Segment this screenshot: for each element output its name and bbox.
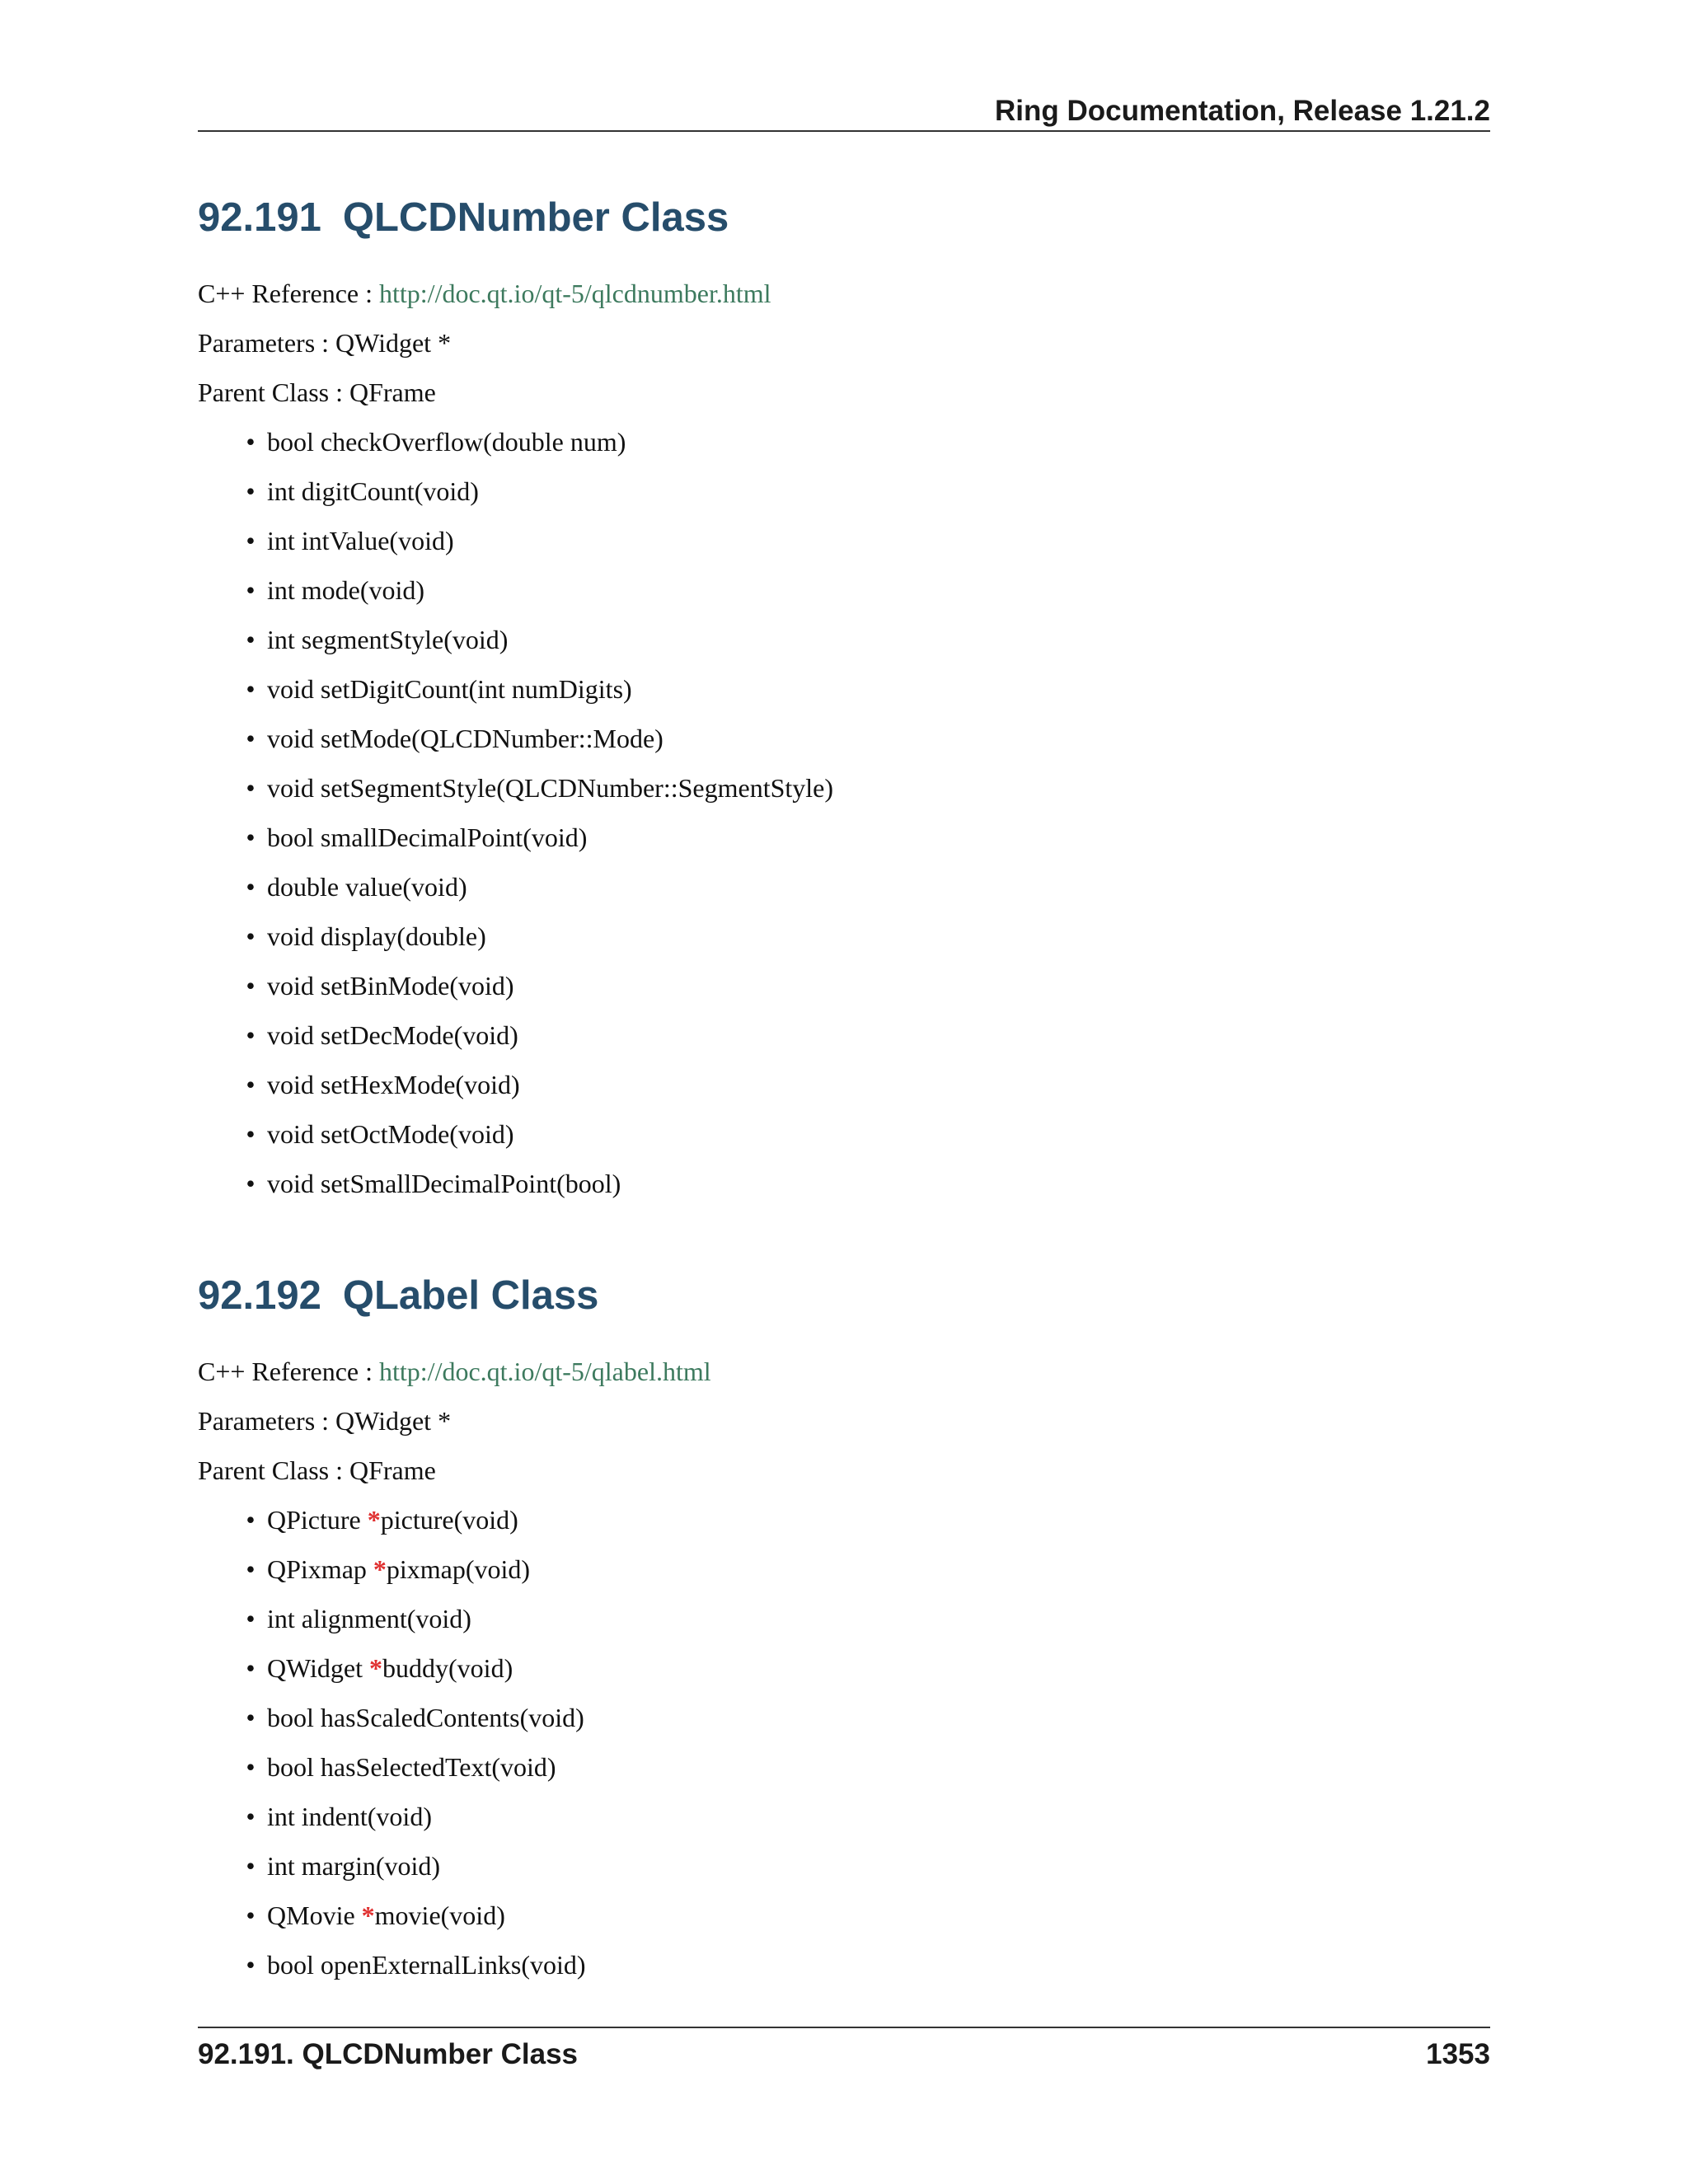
section-title: QLCDNumber Class xyxy=(342,195,729,240)
section-title: QLabel Class xyxy=(342,1273,599,1318)
method-name: buddy(void) xyxy=(382,1653,513,1683)
method-name: picture(void) xyxy=(380,1505,518,1535)
method-signature: bool openExternalLinks(void) xyxy=(267,1950,586,1980)
method-signature: void setSmallDecimalPoint(bool) xyxy=(267,1169,621,1198)
section-heading xyxy=(198,1263,1490,1329)
reference-label: C++ Reference : xyxy=(198,279,373,308)
method-signature: void setMode(QLCDNumber::Mode) xyxy=(267,724,663,753)
method-item xyxy=(246,1544,1490,1594)
bullet: • xyxy=(246,1950,256,1980)
method-item xyxy=(246,912,1490,961)
method-signature: void setHexMode(void) xyxy=(267,1070,520,1099)
method-item xyxy=(246,714,1490,763)
method-signature: bool hasScaledContents(void) xyxy=(267,1703,584,1732)
method-item xyxy=(246,1109,1490,1159)
method-list xyxy=(198,417,1490,1208)
bullet: • xyxy=(246,823,256,852)
method-item xyxy=(246,516,1490,565)
method-item xyxy=(246,466,1490,516)
method-signature: int segmentStyle(void) xyxy=(267,625,509,654)
parameters-line: Parameters : QWidget * xyxy=(198,1406,452,1436)
method-item xyxy=(246,862,1490,912)
cpp-reference xyxy=(198,1347,1490,1396)
return-type: QPixmap xyxy=(267,1554,367,1584)
method-item xyxy=(246,1643,1490,1693)
return-type: QMovie xyxy=(267,1900,355,1930)
method-signature: bool smallDecimalPoint(void) xyxy=(267,823,588,852)
method-item xyxy=(246,615,1490,664)
bullet: • xyxy=(246,526,256,555)
bullet: • xyxy=(246,971,256,1001)
method-signature: void setDigitCount(int numDigits) xyxy=(267,674,632,704)
footer-section-title: 92.191. QLCDNumber Class xyxy=(198,2038,579,2070)
method-item xyxy=(246,1060,1490,1109)
method-signature: double value(void) xyxy=(267,872,467,902)
reference-link[interactable]: http://doc.qt.io/qt-5/qlcdnumber.html xyxy=(379,279,771,308)
running-footer xyxy=(198,2032,1490,2077)
method-signature: int alignment(void) xyxy=(267,1604,471,1633)
parent-class-line: Parent Class : QFrame xyxy=(198,1455,436,1485)
method-list xyxy=(198,1495,1490,1990)
bullet: • xyxy=(246,1653,256,1683)
method-item xyxy=(246,417,1490,466)
method-item xyxy=(246,1742,1490,1792)
bullet: • xyxy=(246,1900,256,1930)
reference-label: C++ Reference : xyxy=(198,1357,373,1386)
pointer-marker: * xyxy=(369,1653,383,1683)
method-signature: bool checkOverflow(double num) xyxy=(267,427,626,457)
bullet: • xyxy=(246,1752,256,1782)
header-rule xyxy=(198,130,1490,132)
method-signature: int digitCount(void) xyxy=(267,476,479,506)
method-name: movie(void) xyxy=(374,1900,505,1930)
method-item xyxy=(246,1594,1490,1643)
method-item xyxy=(246,1940,1490,1990)
bullet: • xyxy=(246,1070,256,1099)
running-header: Ring Documentation, Release 1.21.2 xyxy=(994,95,1490,127)
bullet: • xyxy=(246,773,256,803)
method-signature: void setOctMode(void) xyxy=(267,1119,514,1149)
method-signature: int intValue(void) xyxy=(267,526,454,555)
method-signature: int mode(void) xyxy=(267,575,425,605)
bullet: • xyxy=(246,427,256,457)
method-item xyxy=(246,1010,1490,1060)
bullet: • xyxy=(246,1802,256,1831)
section-heading xyxy=(198,185,1490,251)
bullet: • xyxy=(246,724,256,753)
method-signature: int margin(void) xyxy=(267,1851,441,1881)
method-item xyxy=(246,1159,1490,1208)
method-signature: int indent(void) xyxy=(267,1802,432,1831)
bullet: • xyxy=(246,476,256,506)
return-type: QWidget xyxy=(267,1653,363,1683)
section-number: 92.191 xyxy=(198,195,321,240)
bullet: • xyxy=(246,1554,256,1584)
bullet: • xyxy=(246,872,256,902)
method-item xyxy=(246,565,1490,615)
cpp-reference xyxy=(198,269,1490,318)
bullet: • xyxy=(246,1505,256,1535)
bullet: • xyxy=(246,625,256,654)
method-item xyxy=(246,1891,1490,1940)
parameters-line: Parameters : QWidget * xyxy=(198,328,452,358)
footer-rule xyxy=(198,2027,1490,2028)
method-item xyxy=(246,1693,1490,1742)
method-signature: void setDecMode(void) xyxy=(267,1020,518,1050)
bullet: • xyxy=(246,1020,256,1050)
bullet: • xyxy=(246,1851,256,1881)
method-item xyxy=(246,813,1490,862)
bullet: • xyxy=(246,921,256,951)
method-signature: void display(double) xyxy=(267,921,486,951)
method-item xyxy=(246,1792,1490,1841)
pointer-marker: * xyxy=(361,1900,375,1930)
bullet: • xyxy=(246,1604,256,1633)
bullet: • xyxy=(246,575,256,605)
parent-class-line: Parent Class : QFrame xyxy=(198,377,436,407)
bullet: • xyxy=(246,1703,256,1732)
method-item xyxy=(246,961,1490,1010)
method-item xyxy=(246,664,1490,714)
bullet: • xyxy=(246,1169,256,1198)
method-item xyxy=(246,1495,1490,1544)
method-item xyxy=(246,763,1490,813)
reference-link[interactable]: http://doc.qt.io/qt-5/qlabel.html xyxy=(379,1357,711,1386)
section-qlabel xyxy=(198,1263,1490,1990)
page-number: 1353 xyxy=(1426,2038,1490,2070)
method-signature: void setBinMode(void) xyxy=(267,971,514,1001)
bullet: • xyxy=(246,674,256,704)
method-name: pixmap(void) xyxy=(386,1554,531,1584)
method-item xyxy=(246,1841,1490,1891)
return-type: QPicture xyxy=(267,1505,361,1535)
section-number: 92.192 xyxy=(198,1273,321,1318)
method-signature: bool hasSelectedText(void) xyxy=(267,1752,556,1782)
section-qlcdnumber xyxy=(198,185,1490,1208)
method-signature: void setSegmentStyle(QLCDNumber::SegmentStyle) xyxy=(267,773,834,803)
pointer-marker: * xyxy=(373,1554,387,1584)
pointer-marker: * xyxy=(367,1505,381,1535)
bullet: • xyxy=(246,1119,256,1149)
